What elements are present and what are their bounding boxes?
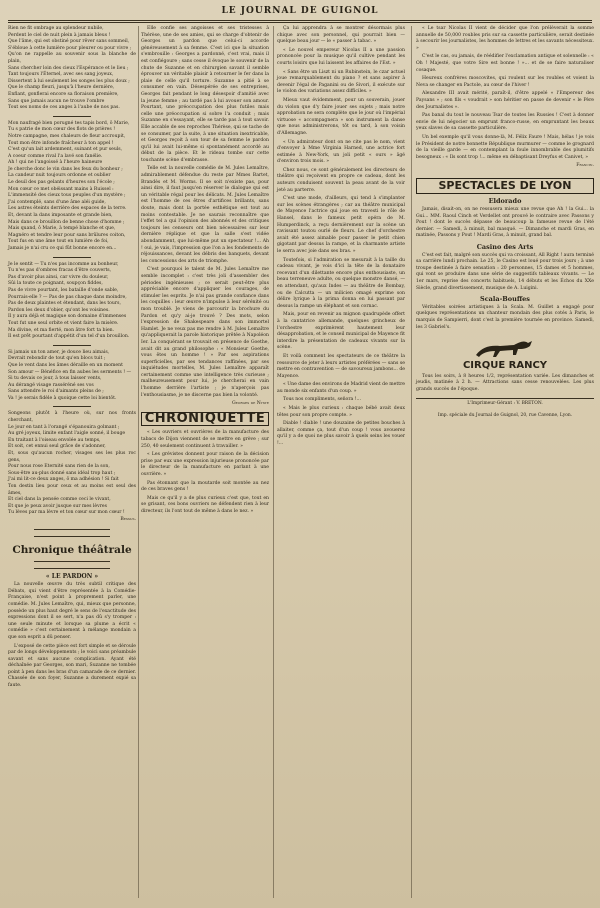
poem-line: Tout ses noms de ces anges à l'aube de nos pas.: [8, 105, 120, 111]
paragraph: C'est le cas, ou jamais, de réédifier l'exclamation antique et solennelle : « Oh ! Majesté, que votre Sire est bonne ! »... et de se faire naturaliser cosaque.: [416, 54, 594, 73]
venue-title: Eldorado: [488, 197, 522, 206]
paragraph: Telle est la nouvelle comédie de M. Jules Lemaître, admirablement défendue du reste par Mmes Bartet, Brandès et M. Worms. Il se soit n'existe pas, pour ainsi dire, il faut jusqu'en réserver le dialogue qui est un véritable régal pour les délicats. M. Jules Lemaître est l'homme de ces êtres d'artifices brillants, sans doute, mais dont la portée esthétique est tout au moins contestable. Je ne saurais reconnaître que l'effet tel a qui l'opinion des abonnés et des critiques toujours les censeurs ont bien nécessaires sur leur dernière réplique et que la salle s'est vidée abondamment, que lui-même put un spectateur !... Ah ! oui, je vais, l'impression que l'on a les fondements de réjouissances, devant les débris des banquets, devant les concessions des arts de triomphe.: [141, 166, 269, 264]
paragraph: Mieux vaut évidemment, pour un souverain, jouer du violon que d'y faire jouer ses sujets ; mais notre approbation ne sera complète que le jour où l'impérial virtuose « accompagnera » son instrument la danse que nous administrerons, tôt ou tard, à son voisin d'Allemagne.: [277, 97, 405, 136]
spectacles-title: SPECTACLES DE LYON: [416, 178, 594, 195]
poem-line: Il y aura déjà et magique son domaine d'immenses: [8, 314, 127, 320]
column-divider: [138, 26, 139, 898]
poem-stanza: [8, 121, 136, 253]
poem-line: Tu lèves par ma lèvre et ton cœur sur mon cœur !: [8, 510, 125, 516]
paragraph: « Les grévistes donnent pour raison de la décision prise par eux une expression injurieuse prononcée par le directeur de la manufacture en parlant à une ouvrière. »: [141, 452, 269, 477]
poem-line: Je le sentit — Tu n'es pas incomme au bonheur,: [8, 261, 119, 267]
divider: [53, 345, 91, 346]
poem-line: Et soit, cet ennui seul grâce de s'adonner,: [8, 444, 106, 450]
poem-line: Le deuil des pas gelants d'heures son l'école ;: [8, 180, 115, 186]
paragraph: L'exposé de cette pièce est fort simple et se déroule par de longs développements ; le voici sans préambule savant et sans aucune complication. Ayant été déchaînée par Georges, son mari, Suzanne ne tombée point à pen dans les bras d'un camarade de ce dernier. Chassée de son foyer, Suzanne a durement expié sa faute.: [8, 643, 136, 689]
poem-stanza: [8, 262, 136, 341]
article-text: [141, 430, 269, 515]
paragraph: Et voilà comment les spectateurs de ce théâtre la ressource de jeter à leurs artistes préférées — sans se mettre en contravention — de savoureux jambons... de Mayence.: [277, 353, 405, 379]
poem-line: S'ébloue à cette lumière pour pleurer ou pour vivre ;: [8, 45, 132, 51]
paragraph: « Les ouvriers et ouvrières de la manufacture des tabacs de Dijon viennent de se mettre en grève ; sur 250, 40 seulement continuent à travailler. »: [141, 430, 269, 449]
poem-line: Enflant, gonflerai encore sa floraison première,: [8, 91, 119, 97]
paragraph: La nouvelle œuvre du très subtil critique des Débats, qui vient d'être représentée à la Comédie-Française, n'est point à proprement parler, une comédie. M. Jules Lemaître, qui, mieux que personne, possède un plus haut degré le sens de l'exactitude des expressions dont il se sert, n'a pas dû s'y tromper : une seule minute et lorsque sa plume a écrit « comédie » c'est certainement à mélange mondain a que son esprit a dû penser.: [8, 582, 136, 640]
poem-line: Si jamais un ton amer, je douce lieu aimais,: [8, 349, 110, 355]
poem-stanza: [8, 350, 136, 403]
paragraph: Pas banal du tout le nouveau Tsar de toutes les Russies ! C'est à donner envie de lui négocier un emprunt franco-russe, en empruntant les beaux yeux slaves de sa cassette particulière.: [416, 113, 594, 132]
paragraph: « Une dame des environs de Madrid vient de mettre au monde six enfants d'un coup. »: [277, 382, 405, 394]
poem-line: C'est qu'un lait ardemment, suinant et pur seuls,: [8, 147, 123, 153]
paragraph: « Le nouvel empereur Nicolas II a une passion prononcée pour la musique qu'il cultive pendant les courts loisirs que lui laissent les affaires de l'Est. »: [277, 47, 405, 66]
masthead-rule: [8, 20, 592, 21]
paragraph: C'est pourquoi le talent de M. Jules Lemaître me semble incomplet : c'est très joli d'assembler des périodes ingénieuses ; ce serait peut-être plus appréciable encore d'appliquer les courages, de stimuler les esprits. Je n'ai pas grande confiance dans les coquilles : leur œuvre n'impulse à leur sérénité ou mon troublé. Je viens de parcourir la brochure du Pardon et qu'y ai-je trouvé ? Des mots, selon l'expression de Shakespeare dans son immortel Hamlet. Je ne veux pas me rendre à M. Jules Lemaître qu'appliquerait la parole historique prêtée à Napoléon Ier. La conquérant se trouvait en présence de Goethe, avait dit au grand philosophe : « Monsieur Goethe, vous êtes un homme ! » Par ses aspirations superficielles, par ses tendances raffinées, par ses inquiétudes mortelles, M. Jules Lemaître apparaît certainement comme une intelligence très curieuse ; malheureusement pour lui, je chercherai en vain l'homme derrière l'artiste ; je n'aperçois pas l'enthousiasme, je ne discerne pas bien la volonté.: [141, 267, 269, 398]
poem-line: Pas de deux plaintes et étendant, dans les tours,: [8, 301, 121, 307]
poem-line: Il est prêt pourtant d'appétit d'un tel d'un brouillon.: [8, 334, 130, 340]
poem-line: La candeur nuit toujours ordonne et oublier: [8, 173, 111, 179]
venue-text: Tous les soirs, à 8 heures 1/2, représentation variée. Les dimanches et jeudis, matinée à 2 h. — Attractions sans cesse renouvelées. Les plus grands succès de l'époque.: [416, 373, 594, 392]
poem-line: Ton destin lieu pour ceux et au moins est seul des âmes,: [8, 484, 136, 496]
poem-line: Tout fut une seul orbite et vient faire la misère.: [8, 320, 119, 326]
poem-line: Et, sous qu'aucun rocher, visages ses les plus roc gens,: [8, 451, 136, 463]
poem-line: Que le vent dans les âmes déraille en un moment: [8, 362, 123, 368]
poem-line: Le jour en tant à l'orangé s'épanouira golmant ;: [8, 424, 120, 430]
paragraph: Elle confie ses angoisses et ses tristesses à Thérèse, une de ses amies, qui se charge d'obtenir de Georges un pardon que celui-ci accorde généreusement à sa femme. C'est ici que la situation s'embrouille : Georges a pardonné, c'est vrai, mais il est confiégoure ; sans cesse il évoque le souvenir de la chute de Suzanne et en chirurgien savant il semble éprouver un véritable plaisir à retourner le fer dans la plaie de celle qu'il torture. Suzanne a pitié à se consumer en vain. Désespérée de ses entreprises, Georges fait pendant le long désespoir d'amitié avec la jeune femme ; au tardé pas à lui avouer son amour. Pourtant, une préoccupation des plus futiles mais celle une préoccupation si sobre l'a conduit ; mais Suzanne en s'essayant, elle se tarde pas à tout savoir. Elle accable de ses reproches Thérèse, qui se tache de se consumer, par la suite, à une situation inextricable, et Georges reçoit à son tour de sa femme le pardon qu'il lui avait lui-même si spontanément accordé au début de la pièce. Et le rideau tombe sur cette touchante scène d'embrasse.: [141, 26, 269, 163]
poem-line: Pardon les deux d'obier, qu'ont les voisines.: [8, 307, 110, 313]
poem-line: Mon cœur ce met obéissant mains à Ruissel :: [8, 186, 114, 192]
article-text: [416, 26, 594, 161]
paragraph: Alexandre III avait mérité, paraît-il, d'être appelé « l'Empereur des Paysans » ; son fils « voudrait » son héritier en passe de devenir « le Père des Journalistes ».: [416, 91, 594, 110]
poem-line: Et, devant la dans imposante et grande bien,: [8, 213, 113, 219]
poem-line: Ma divine, et ma fierté, mon âtre fort ta bien.: [8, 327, 115, 333]
poem-line: Notre campagne, mes chaleurs de fleur accroupit,: [8, 133, 126, 139]
poem-line: Ah ! qui ne l'angoissé à l'heure haineure: [8, 160, 103, 166]
poem-line: L'immensité des cieux tous peuples d'un mystère ;: [8, 193, 126, 199]
poem-line: Au gré joyeux, limite enfant l'aigle sonné, il bouge: [8, 431, 126, 437]
poem-line: Pas d'avoir plus ainsi, car vivre du douleur,: [8, 274, 109, 280]
article-text: [141, 26, 269, 399]
gerant-line: L'Imprimeur-Gérant : V. BRETON.: [416, 398, 594, 408]
column-4: [416, 26, 594, 420]
poem-line: Tout fus en une âme tout en lumière de foi,: [8, 239, 109, 245]
poem-stanza: [8, 411, 136, 517]
poem-line: Et ciel dans la pensée comme ceci le vivant,: [8, 497, 111, 503]
poem-line: Que l'âme, qui est obstiné pour rêver sans sommeil,: [8, 39, 130, 45]
cirque-title: CIRQUE RANCY: [462, 360, 548, 372]
chroniquette-title: CHRONIQUETTE: [141, 412, 269, 427]
divider: [53, 406, 91, 407]
paragraph: « Un admirateur dont on ne cite pas le nom, vient d'envoyer à Mme Virginia Harned, une actrice fort estimée à New-York, un joli petit « ours » âgé d'environ trois mois. »: [277, 139, 405, 165]
venue-title: Casino des Arts: [476, 243, 534, 252]
horse-icon: [416, 337, 594, 361]
column-3: [277, 26, 405, 450]
poem-line: Son amour — Bénéfice en fin aubes les serments ! —: [8, 369, 132, 375]
poem-line: Songeons plutôt à l'heure où, sur nos fronts cherchant,: [8, 411, 136, 424]
paragraph: Mais, pour en revenir au mignon quadrupède offert à la cantatrice allemande, quelques grincheux de l'orchestre exprimèrent hautement leur désapprobation, et le conseil municipal de Mayence fit interdire la présentation de cadeaux vivants sur la scène.: [277, 312, 405, 351]
article-signature: Georges de Nyste: [232, 401, 269, 407]
poem-signature: Bessus.: [120, 516, 136, 522]
poem-line: Les astres éteints derrière des espaces de la terre.: [8, 206, 127, 212]
poem-line: Perdent le ciel de nuit plein à jamais bleus !: [8, 32, 111, 38]
poem-line: Pour nous rose Eternité sans rien de la son,: [8, 464, 110, 470]
paragraph: C'est une mode, d'ailleurs, qui tend à s'implanter sur les scènes étrangères ; car au théâtre municipal de Mayence l'actrice qui joue en travesti le rôle de Hansel, dans le fameux petit opéra de M. Humperdinck, a reçu dernièrement sur la scène un ravissant toutou ourlé de fleurs. Le chef d'orchestre avait été assez aimable pour passer le petit chien gigotant par dessus la rampe, et la charmante artiste le serra avec joie dans ses bras. »: [277, 196, 405, 254]
column-2: [141, 26, 269, 518]
ornament: [8, 526, 136, 540]
poem-line: Au dérangé visage rasséréné ses vos: [8, 382, 94, 388]
poem-line: Magnéro et tendre leur pour sans brûlures coiton,: [8, 232, 126, 238]
paragraph: Mais ce qu'il y a de plus curieux c'est que, tout en se grisant, ces bons ouvriers ne défendent rien à leur directeur, ils l'ont tout de même à dans le nez. »: [141, 495, 269, 514]
paragraph: Un bel exemple qu'il vous donne-là, M. Félix Faure ! Mais, hélas ! je vois le Président de notre bonnette République murmurer — comme le grognard de la vieille garde — en contemplant la foule innombrable des plumitifs besogneux : « Ils sont trop !... même en débaptisant Dreyfus et Canivet, »: [416, 134, 594, 160]
paragraph: « Sans être un Liszt ni un Rubinstein, le czar actuel joue remarquablement du piano ? et sans aspirer à devenir l'égal de Paganini ou de Sivori, il exécute sur le violon des variations assez difficiles. »: [277, 69, 405, 95]
poem-line: Et que je peux avoir jusque sur mes lèvres: [8, 503, 107, 509]
poem-line: En traitant à l'oiseau envolée au temps,: [8, 437, 101, 443]
poem-line: Mais quand, ô Marie, à tempé blanche et que,: [8, 226, 116, 232]
venue-text: Jamais, disait-on, on ne ressusera mieux une revue que Ah ! la Gui... la Gui... MM. Raoul Cinch et Verdellet ont prouvé le contraire avec Passons y Pout ! dont le succès dépasse de beaucoup la fameuse revue de l'été dernier. — Samedi, à minuit, bal masqué. — Dimanche et mardi Gras, en matinée, Passons y Pout ! Mardi Gras, à minuit, grand bal.: [416, 207, 594, 239]
paragraph: « Mais le plus curieux : chaque bébé avait deux têtes pour son propre compte. »: [277, 406, 405, 418]
paragraph: Pas étonnant que la moutarde soit montée au nez de ces braves gens !: [141, 480, 269, 493]
article-text: [8, 582, 136, 690]
masthead: LE JOURNAL DE GUIGNOL: [221, 6, 379, 16]
poem-line: J'ai contemplé, sans d'une âme aléi guide,: [8, 199, 106, 205]
paragraph: Heureux confrères moscovites, qui roulent sur les roubles et voient la Neva se changer en Pactole, au cœur de l'hiver !: [416, 76, 594, 88]
venue-text: Véritables soirées artistiques à la Scala. M. Guillet a engagé pour quelques représentations un chanteur mondain des plus cotés à Paris, le marquis de Sampierri, dont c'est la première tournée en province. Samedi, les 3 Gabriel's.: [416, 304, 594, 330]
article-signature: Francin.: [576, 163, 594, 169]
poem-line: Mais dans ce brouillon de benne chose d'homme ;: [8, 219, 125, 225]
ornament: [8, 558, 136, 572]
poem-line: J'ai mi lit-ce deux anges, ô ma adhésion ! Si fait: [8, 477, 119, 483]
divider: [53, 116, 91, 117]
paragraph: Chez nous, ce sont généralement les directeurs de théâtre qui reçoivent en propre ce cadeau, dont les auteurs conduisent souvent la peau avant de la voir jeté au parterre.: [277, 167, 405, 193]
paragraph: « Le tsar Nicolas II vient de décider que l'on prélèverait la somme annuelle de 50,000 roubles pris sur sa cassette particulière, serait destinée à secourir les journalistes, les hommes de lettres et les savants nécessiteux. »: [416, 26, 594, 51]
column-divider: [411, 26, 412, 898]
poem-line: Devrait rebondir de tout qu'en blocs tuit ;: [8, 356, 106, 362]
column-divider: [273, 26, 274, 898]
poem-line: Que le champ fleuri, jusqu'à l'heure dernière,: [8, 85, 115, 91]
paragraph: Toutefois, si l'admiration se mesurait à la taille du cadeau vivant, je vois d'ici la tête de la donataire recevant d'un dilettante encore plus enthousiaste, un beau terreneuve adulte, ou quelque monstre dansé, — en attendant, qu'aux Indes — au théâtre de Bombay, ou de Calcutta — un milicien omagé exprime son délire lyrique à la prima donna en lui passant par dessus la rampe un éléphant et son cornac.: [277, 257, 405, 309]
poem-line: Si tu devais ce jour, à tous laisser vents,: [8, 376, 102, 382]
poem-line: Tant toujours l'Éternel, avec ses sang joyeux,: [8, 72, 114, 78]
poem-line: A coeur comme rival l'a lavé son fanélie.: [8, 153, 103, 159]
poem-line: Tout mon être infonde fraîcheur à ton appel !: [8, 140, 114, 146]
pardon-title: « LE PARDON »: [45, 572, 99, 580]
poem-line: Va ! je serais fidèle à quoique cette loi bientôt.: [8, 395, 117, 401]
divider: [53, 257, 91, 258]
poem-line: Sans que jamais aucun ne trouve l'ombre: [8, 98, 105, 104]
imprint-line: Imp. spéciale du Journal de Guignol, 20, rue Cavenne, Lyon.: [437, 413, 573, 419]
poem-line: Pas de vivre pourtant, les bataille d'onde sable,: [8, 287, 119, 293]
venue-text: C'est est fait, malgré son succès qui va croissant, All Right ! aura terminé sa carrière lundi prochain. Le 25, le Casino est loué pour trois jours ; à une troupe destinée à faire sensation : 20 personnes, 15 dames et 5 hommes, qui vont se produire dans une série de suggestifs tableaux vivants. — Le 1er mars, reprise des concerts habituels, 14 débuts et les Échos du XXe Siècle, grand divertissement, musique de A. Luigini.: [416, 252, 594, 291]
poem-line: Je cherche donc le vin dans les feux du bonheur ;: [8, 166, 123, 172]
poem-line: Dissertent à lui seulement les songes les plus doux ;: [8, 78, 130, 84]
masthead-rule-2: [8, 22, 592, 23]
poem-stanza: [8, 26, 136, 112]
poem-line: Sans attendre le roi d'aimants pleins de ;: [8, 389, 104, 395]
poem-line: Rien ne fit ombrage au splendeur nubile,: [8, 26, 104, 31]
poem-line: Jamais je n'ai cru ce qui fût bonne encore en...: [8, 246, 117, 251]
paragraph: Ça lui apprendra à se montrer désormais plus chique avec son personnel, qui pourrait bien — quelque beau jour — le « passer à tabac. »: [277, 26, 405, 45]
column-1: [8, 26, 136, 692]
paragraph: Tous nos compliments, señora !...: [283, 397, 361, 403]
poem-line: Sous-être au-plus donné sans idéal trop haut ;: [8, 470, 116, 476]
paragraph: Diable ! diable ! une douzaine de petites bouches à allaiter, comme ça, tout d'un coup ! vous avouerez qu'il y a de quoi ne plus savoir à quels seins les vouer !...: [277, 421, 405, 447]
venue-title: Scala-Bouffes: [480, 295, 530, 304]
poem-line: Sûi la toute ce poignant, soupçon fiddes,: [8, 281, 103, 287]
article-text: [277, 26, 405, 448]
poem-line: Mon naufragé bien porugné tes tapis bord, ô Marie,: [8, 120, 130, 126]
poem-line: Qu'on ne rappelle au souvenir sous la blanche de plain,: [8, 52, 136, 64]
poem-line: Tu n'es pas d'ombres fracas d'être couverts,: [8, 268, 112, 274]
chronique-title: Chronique théâtrale: [12, 543, 132, 556]
poem-line: Pourrais-elle ? — Pas de pas chaque dans moindre,: [8, 294, 127, 300]
poem-line: Tu s patrie de mon cœur des flots de prières !: [8, 127, 116, 133]
poem-line: Sans chercher loin des cieux l'Espérance et le lieu ;: [8, 65, 129, 71]
